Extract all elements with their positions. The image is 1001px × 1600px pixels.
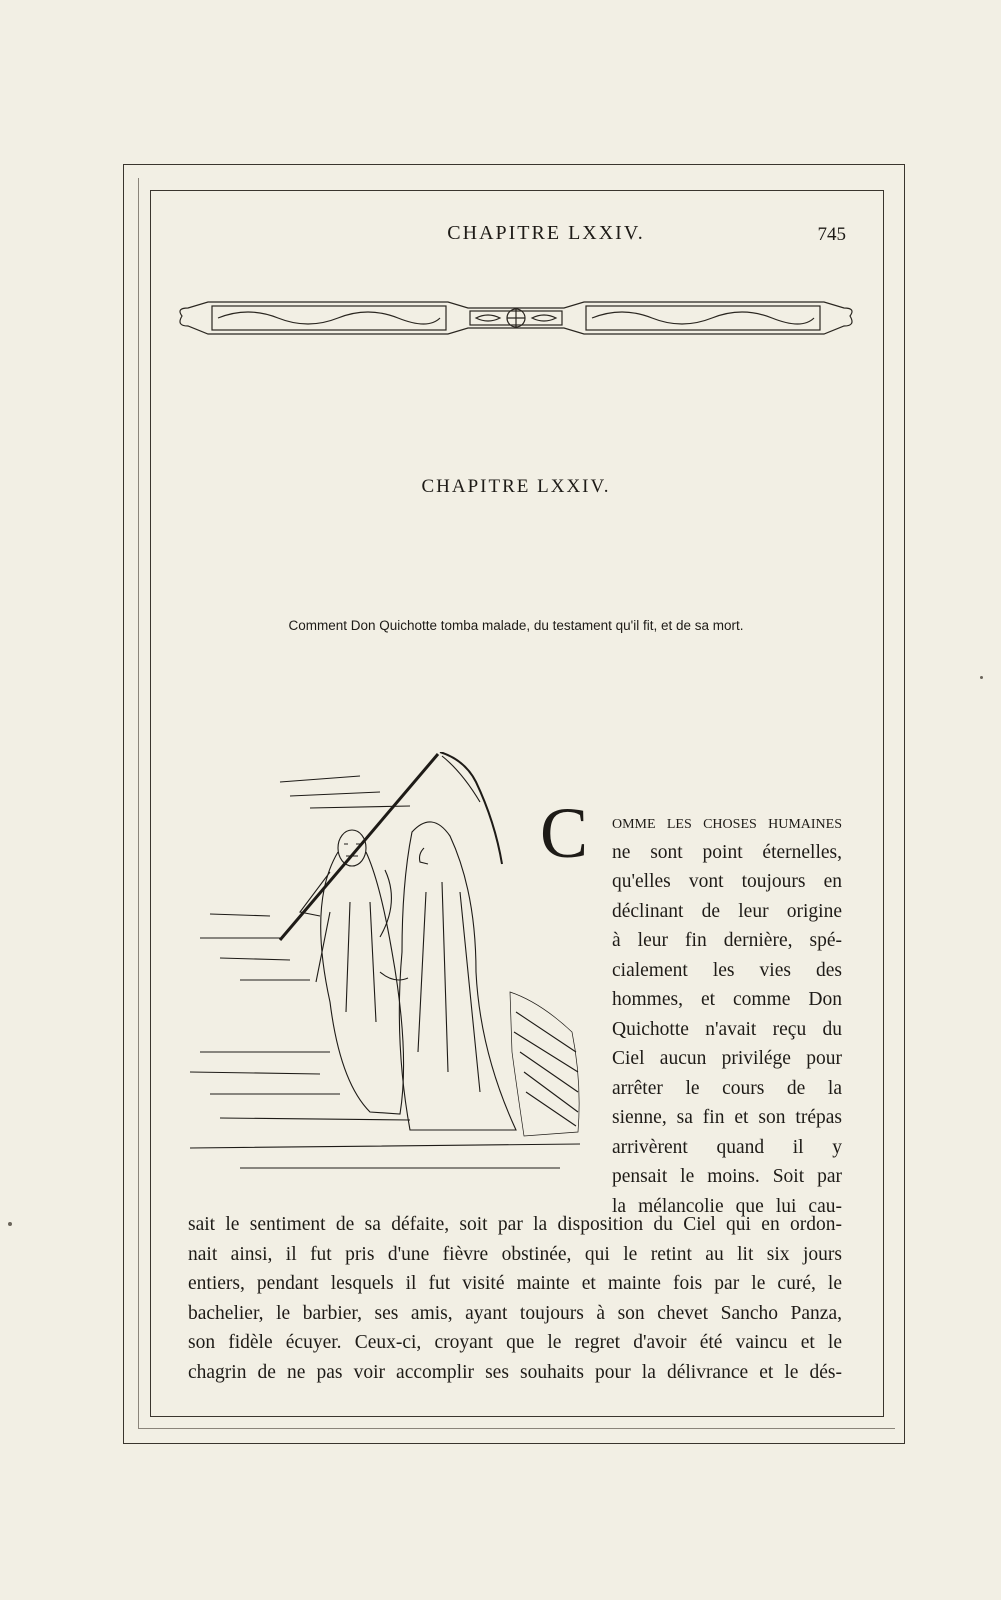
drop-cap: C bbox=[540, 793, 589, 873]
text-line: sienne, sa fin et son trépas bbox=[612, 1107, 842, 1128]
text-line: entiers, pendant lesquels il fut visité mainte et mainte fois par le curé, le bbox=[188, 1273, 842, 1294]
text-line: qu'elles vont toujours en bbox=[612, 871, 842, 892]
chapter-summary: Comment Don Quichotte tomba malade, du testament qu'il fit, et de sa mort. bbox=[288, 618, 744, 633]
text-line bbox=[612, 808, 842, 838]
body-text-wrapped bbox=[612, 808, 842, 1221]
chapter-title: CHAPITRE LXXIV. bbox=[421, 476, 611, 497]
text-line: arrivèrent quand il y bbox=[612, 1136, 842, 1158]
text-line: ne sont point éternelles, bbox=[612, 841, 842, 863]
text-line: la mélancolie que lui cau- bbox=[612, 1195, 842, 1217]
text-line: à leur fin dernière, spé- bbox=[612, 930, 842, 951]
text-line: chagrin de ne pas voir accomplir ses souhaits pour la délivrance et le dés- bbox=[188, 1361, 842, 1383]
running-title: CHAPITRE LXXIV. bbox=[447, 222, 645, 244]
text-line: bachelier, le barbier, ses amis, ayant toujours à son chevet Sancho Panza, bbox=[188, 1302, 842, 1324]
text-line: cialement les vies des bbox=[612, 959, 842, 981]
text-line: nait ainsi, il fut pris d'une fièvre obstinée, qui le retint au lit six jours bbox=[188, 1243, 842, 1265]
body-text-full bbox=[188, 1210, 842, 1387]
text-line-content: omme les choses humaines bbox=[612, 812, 842, 833]
text-line: arrêter le cours de la bbox=[612, 1077, 842, 1099]
text-line: pensait le moins. Soit par bbox=[612, 1166, 842, 1187]
running-head bbox=[150, 222, 882, 254]
text-line: déclinant de leur origine bbox=[612, 900, 842, 922]
text-line: Quichotte n'avait reçu du bbox=[612, 1018, 842, 1040]
text-line: Ciel aucun privilége pour bbox=[612, 1048, 842, 1069]
text-line: hommes, et comme Don bbox=[612, 989, 842, 1010]
decorative-header-ornament bbox=[178, 294, 854, 344]
paper-speck bbox=[8, 1222, 12, 1226]
page-number: 745 bbox=[817, 224, 846, 245]
text-line: son fidèle écuyer. Ceux-ci, croyant que le regret d'avoir été vaincu et le bbox=[188, 1332, 842, 1353]
paper-speck bbox=[980, 676, 983, 679]
text-line: sait le sentiment de sa défaite, soit par la disposition du Ciel qui en ordon- bbox=[188, 1214, 842, 1235]
